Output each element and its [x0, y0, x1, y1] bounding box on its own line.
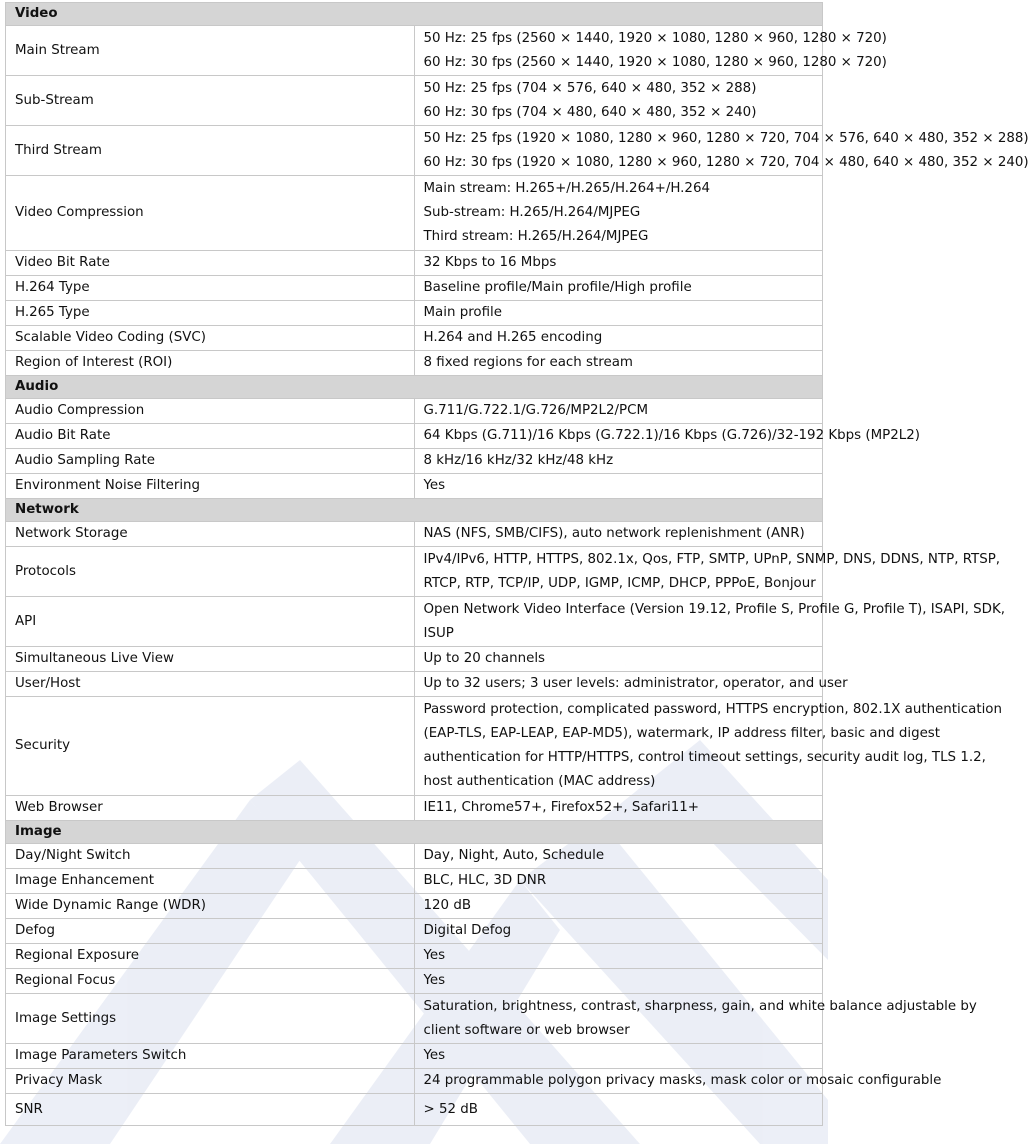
spec-value: [414, 276, 823, 301]
spec-label: API: [6, 597, 415, 647]
spec-value-line: Yes: [423, 948, 446, 963]
spec-value: [414, 301, 823, 326]
spec-row: [6, 994, 823, 1044]
spec-value-line: Baseline profile/Main profile/High profile: [423, 280, 692, 295]
spec-label: Simultaneous Live View: [6, 647, 415, 672]
spec-label: H.264 Type: [6, 276, 415, 301]
spec-value: [414, 399, 823, 424]
spec-label: Scalable Video Coding (SVC): [6, 326, 415, 351]
spec-value-line: Up to 20 channels: [423, 651, 546, 666]
spec-value: [414, 326, 823, 351]
spec-row: [6, 126, 823, 176]
section-title: Video: [6, 3, 823, 26]
spec-row: [6, 251, 823, 276]
spec-value-line: (EAP-TLS, EAP-LEAP, EAP-MD5), watermark, IP address filter, basic and digest: [423, 726, 941, 741]
spec-row: [6, 399, 823, 424]
spec-row: [6, 672, 823, 697]
spec-value: [414, 251, 823, 276]
spec-value: [414, 76, 823, 126]
spec-label: Privacy Mask: [6, 1069, 415, 1094]
spec-value: [414, 1044, 823, 1069]
spec-row: [6, 969, 823, 994]
spec-row: [6, 1094, 823, 1126]
spec-value-line: 50 Hz: 25 fps (2560 × 1440, 1920 × 1080, 1280 × 960, 1280 × 720): [423, 30, 887, 46]
spec-value: [414, 894, 823, 919]
spec-row: [6, 276, 823, 301]
spec-row: [6, 449, 823, 474]
spec-value-line: Up to 32 users; 3 user levels: administrator, operator, and user: [423, 676, 848, 691]
spec-value-line: Day, Night, Auto, Schedule: [423, 848, 605, 863]
spec-value: [414, 869, 823, 894]
section-title: Image: [6, 821, 823, 844]
spec-value-line: Open Network Video Interface (Version 19.12, Profile S, Profile G, Profile T), ISAPI, SDK,: [423, 601, 1005, 617]
spec-value-line: NAS (NFS, SMB/CIFS), auto network replenishment (ANR): [423, 526, 805, 541]
spec-table-body: [6, 3, 1029, 1126]
section-title: Network: [6, 499, 823, 522]
section-header: [6, 821, 823, 844]
spec-value-line: Yes: [423, 478, 446, 493]
section-header: [6, 499, 823, 522]
spec-value-line: 8 fixed regions for each stream: [423, 355, 633, 370]
spec-row: [6, 647, 823, 672]
spec-label: Sub-Stream: [6, 76, 415, 126]
spec-value-line: Third stream: H.265/H.264/MJPEG: [423, 229, 649, 244]
spec-label: SNR: [6, 1094, 415, 1126]
spec-value: [414, 647, 823, 672]
spec-value-line: 50 Hz: 25 fps (1920 × 1080, 1280 × 960, 1280 × 720, 704 × 576, 640 × 480, 352 × 288): [423, 130, 1029, 146]
spec-value-line: RTCP, RTP, TCP/IP, UDP, IGMP, ICMP, DHCP, PPPoE, Bonjour: [423, 575, 816, 591]
spec-label: Protocols: [6, 547, 415, 597]
spec-value: [414, 351, 823, 376]
spec-label: Image Settings: [6, 994, 415, 1044]
spec-value: [414, 919, 823, 944]
spec-row: [6, 424, 823, 449]
spec-value: [414, 126, 1029, 176]
spec-value-line: Saturation, brightness, contrast, sharpness, gain, and white balance adjustable by: [423, 998, 977, 1014]
spec-value-line: ISUP: [423, 625, 454, 641]
spec-row: [6, 522, 823, 547]
spec-value: [414, 697, 1002, 796]
spec-label: Image Parameters Switch: [6, 1044, 415, 1069]
spec-row: [6, 76, 823, 126]
spec-row: [6, 944, 823, 969]
spec-value-line: Yes: [423, 1048, 446, 1063]
spec-value: [414, 1069, 942, 1094]
spec-row: [6, 547, 823, 597]
spec-value: [414, 597, 1005, 647]
spec-value: [414, 672, 848, 697]
spec-label: Regional Exposure: [6, 944, 415, 969]
spec-value: [414, 424, 920, 449]
spec-row: [6, 919, 823, 944]
spec-row: [6, 351, 823, 376]
section-header: [6, 3, 823, 26]
spec-label: Defog: [6, 919, 415, 944]
spec-value: [414, 1094, 823, 1126]
section-title: Audio: [6, 376, 823, 399]
spec-label: Audio Sampling Rate: [6, 449, 415, 474]
spec-label: Region of Interest (ROI): [6, 351, 415, 376]
spec-value-line: Password protection, complicated password, HTTPS encryption, 802.1X authentication: [423, 702, 1002, 717]
spec-label: Image Enhancement: [6, 869, 415, 894]
spec-value: [414, 449, 823, 474]
spec-value: [414, 176, 823, 251]
spec-value-line: IE11, Chrome57+, Firefox52+, Safari11+: [423, 800, 699, 815]
spec-row: [6, 894, 823, 919]
spec-row: [6, 1044, 823, 1069]
spec-label: Web Browser: [6, 796, 415, 821]
spec-label: Regional Focus: [6, 969, 415, 994]
spec-value: [414, 522, 823, 547]
spec-label: Audio Compression: [6, 399, 415, 424]
spec-value-line: H.264 and H.265 encoding: [423, 330, 603, 345]
spec-label: Third Stream: [6, 126, 415, 176]
spec-row: [6, 796, 823, 821]
spec-value-line: 50 Hz: 25 fps (704 × 576, 640 × 480, 352 × 288): [423, 80, 757, 96]
spec-value-line: > 52 dB: [423, 1101, 478, 1117]
spec-label: Wide Dynamic Range (WDR): [6, 894, 415, 919]
spec-value-line: 32 Kbps to 16 Mbps: [423, 255, 557, 270]
spec-row: [6, 697, 823, 796]
spec-label: Main Stream: [6, 26, 415, 76]
spec-label: Environment Noise Filtering: [6, 474, 415, 499]
spec-value: [414, 796, 823, 821]
spec-table: [5, 2, 1029, 1126]
spec-value-line: Sub-stream: H.265/H.264/MJPEG: [423, 205, 641, 220]
spec-value-line: client software or web browser: [423, 1022, 630, 1038]
spec-row: [6, 301, 823, 326]
spec-value-line: Digital Defog: [423, 923, 512, 938]
spec-label: H.265 Type: [6, 301, 415, 326]
spec-value: [414, 944, 823, 969]
spec-row: [6, 176, 823, 251]
spec-label: Network Storage: [6, 522, 415, 547]
spec-value-line: 60 Hz: 30 fps (704 × 480, 640 × 480, 352 × 240): [423, 104, 757, 120]
spec-value-line: Main profile: [423, 305, 503, 320]
spec-label: Security: [6, 697, 415, 796]
spec-label: Video Compression: [6, 176, 415, 251]
spec-value: [414, 844, 823, 869]
spec-value-line: 8 kHz/16 kHz/32 kHz/48 kHz: [423, 453, 614, 468]
spec-value-line: authentication for HTTP/HTTPS, control timeout settings, security audit log, TLS 1.2,: [423, 750, 986, 765]
spec-row: [6, 844, 823, 869]
spec-value-line: G.711/G.722.1/G.726/MP2L2/PCM: [423, 403, 649, 418]
spec-value-line: 24 programmable polygon privacy masks, mask color or mosaic configurable: [423, 1073, 942, 1088]
spec-value-line: BLC, HLC, 3D DNR: [423, 873, 547, 888]
spec-value: [414, 26, 887, 76]
spec-label: Audio Bit Rate: [6, 424, 415, 449]
spec-value: [414, 547, 1001, 597]
spec-value-line: 60 Hz: 30 fps (2560 × 1440, 1920 × 1080, 1280 × 960, 1280 × 720): [423, 54, 887, 70]
spec-value: [414, 969, 823, 994]
spec-value-line: host authentication (MAC address): [423, 774, 656, 789]
spec-value-line: Yes: [423, 973, 446, 988]
section-header: [6, 376, 823, 399]
spec-label: Video Bit Rate: [6, 251, 415, 276]
spec-value: [414, 994, 977, 1044]
spec-value-line: Main stream: H.265+/H.265/H.264+/H.264: [423, 181, 710, 196]
spec-row: [6, 26, 823, 76]
spec-value: [414, 474, 823, 499]
spec-row: [6, 474, 823, 499]
spec-row: [6, 1069, 823, 1094]
spec-label: Day/Night Switch: [6, 844, 415, 869]
spec-label: User/Host: [6, 672, 415, 697]
spec-value-line: 64 Kbps (G.711)/16 Kbps (G.722.1)/16 Kbps (G.726)/32-192 Kbps (MP2L2): [423, 428, 920, 443]
spec-value-line: 120 dB: [423, 898, 472, 913]
spec-value-line: 60 Hz: 30 fps (1920 × 1080, 1280 × 960, 1280 × 720, 704 × 480, 640 × 480, 352 × 240): [423, 154, 1029, 170]
spec-value-line: IPv4/IPv6, HTTP, HTTPS, 802.1x, Qos, FTP, SMTP, UPnP, SNMP, DNS, DDNS, NTP, RTSP,: [423, 551, 1001, 567]
spec-row: [6, 869, 823, 894]
spec-row: [6, 326, 823, 351]
spec-row: [6, 597, 823, 647]
